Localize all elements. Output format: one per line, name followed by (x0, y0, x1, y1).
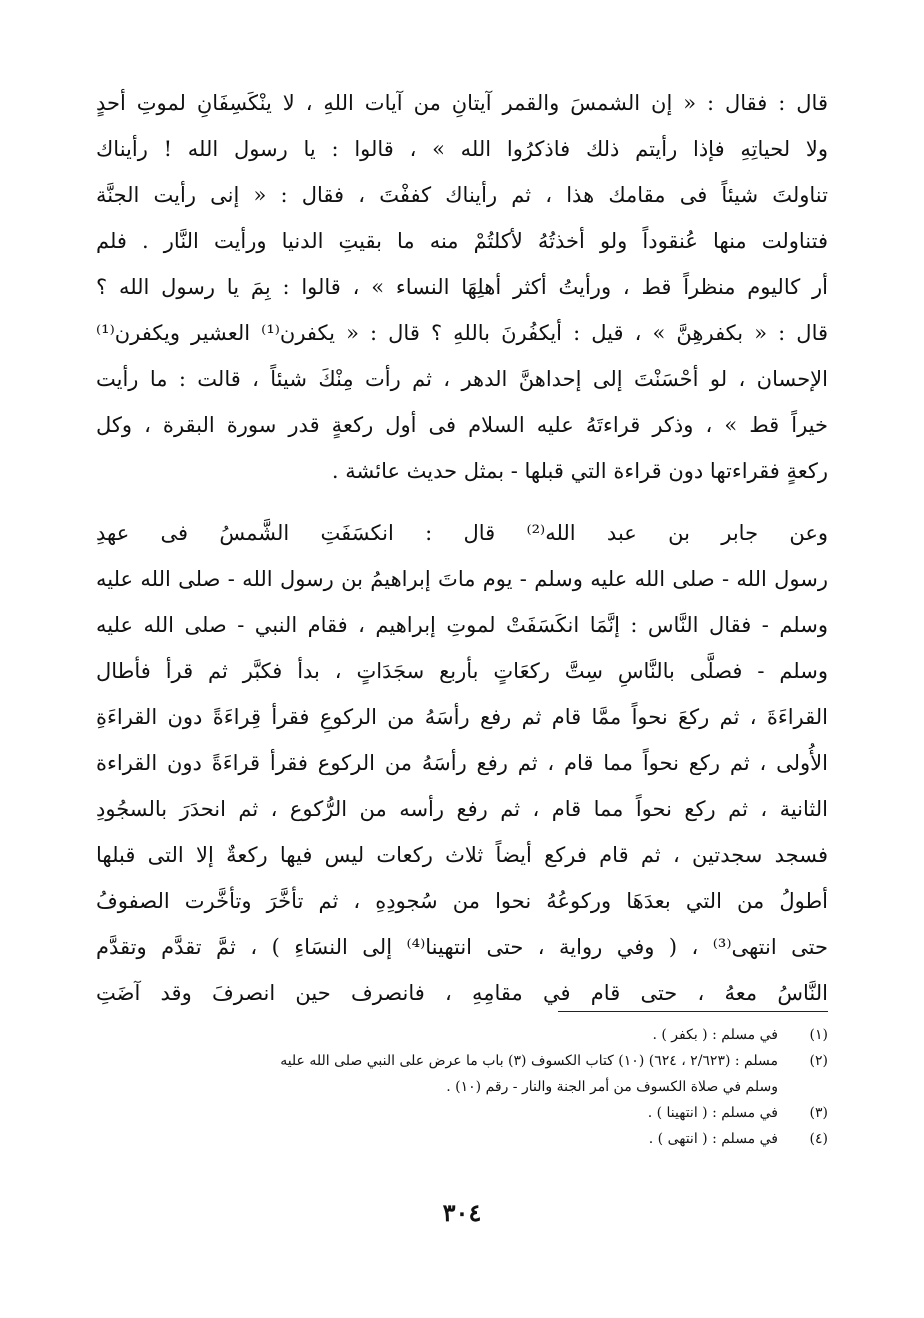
footnote-number: (٤) (809, 1131, 828, 1147)
text-line: أطولُ من التي بعدَهَا وركوعُهُ نحوا من سُجودِهِ ، ثم تأخَّرَ وتأخَّرت الصفوفُ (96, 889, 828, 913)
text-line: النَّاسُ معهُ ، حتى قام في مقامِهِ ، فانصرف حين انصرفَ وقد آضَتِ (96, 981, 828, 1005)
text-line: الثانية ، ثم ركع نحواً مما قام ، ثم رفع رأسه من الرُّكوع ، ثم انحدَرَ بالسجُودِ (96, 797, 828, 821)
text-line: وسلم - فصلَّى بالنَّاسِ سِتَّ ركعَاتٍ بأربع سجَدَاتٍ ، بدأ فكبَّر ثم قرأ فأطال (96, 659, 828, 683)
footnote-line: في مسلم : ( انتهينا ) . (647, 1105, 778, 1121)
text-line: وسلم - فقال النَّاس : إنَّمَا انكَسَفَتْ لموتِ إبراهيم ، فقام النبي - صلى الله عليه (96, 613, 828, 637)
footnote-3 (96, 1100, 828, 1126)
footnote-line: وسلم في صلاة الكسوف من أمر الجنة والنار - رقم (١٠) . (446, 1079, 778, 1095)
footnote-line: في مسلم : ( انتهى ) . (648, 1131, 778, 1147)
page-number: ٣٠٤ (442, 1198, 482, 1227)
paragraph-1 (96, 80, 828, 494)
footnotes (96, 1022, 828, 1152)
footnote-text (96, 1048, 778, 1100)
text-line: رسول الله - صلى الله عليه وسلم - يوم ماتَ إبراهيمُ بن رسول الله - صلى الله عليه (96, 567, 828, 591)
text-line: أر كاليوم منظراً قط ، ورأيتُ أكثر أهلِهَا النساء » ، قالوا : بِمَ يا رسول الله ؟ (96, 275, 828, 299)
footnote-1 (96, 1022, 828, 1048)
footnote-number: (١) (809, 1027, 828, 1043)
text-line: فسجد سجدتين ، ثم قام فركع أيضاً ثلاث ركعات ليس فيها ركعةٌ إلا التى قبلها (96, 843, 828, 867)
footnote-line: مسلم : (٢/٦٢٣ ، ٦٢٤) (١٠) كتاب الكسوف (٣) باب ما عرض على النبي صلى الله عليه (280, 1053, 778, 1069)
text-line: فتناولت منها عُنقوداً ولو أخذتُهُ لأكلتُمْ منه ما بقيتِ الدنيا ورأيت النَّار . فلم (96, 229, 828, 253)
text-line: قال : فقال : « إن الشمسَ والقمر آيتانِ من آيات اللهِ ، لا ينْكَسِفَانِ لموتِ أحدٍ (96, 91, 828, 115)
footnote-text (96, 1022, 778, 1048)
text-line: قال : « بكفرهِنَّ » ، قيل : أيكفُرنَ باللهِ ؟ قال : « يكفرن⁽¹⁾ العشير ويكفرن⁽¹⁾ (96, 321, 828, 345)
text-line: ولا لحياتِهِ فإذا رأيتم ذلك فاذكرُوا الله » ، قالوا : يا رسول الله ! رأيناك (96, 137, 828, 161)
footnote-line: في مسلم : ( بكفر ) . (652, 1027, 778, 1043)
text-line: الإحسان ، لو أحْسَنْتَ إلى إحداهنَّ الدهر ، ثم رأت مِنْكَ شيئاً ، قالت : ما رأيت (96, 367, 828, 391)
text-line: حتى انتهى⁽³⁾ ، ( وفي رواية ، حتى انتهينا⁽⁴⁾ إلى النسَاءِ ) ، ثمَّ تقدَّم وتقدَّم (96, 935, 828, 959)
main-text (96, 80, 828, 1016)
paragraph-2 (96, 510, 828, 1016)
footnote-divider (558, 1011, 828, 1012)
footnote-4 (96, 1126, 828, 1152)
footnote-2 (96, 1048, 828, 1100)
text-line: الأُولى ، ثم ركع نحواً مما قام ، ثم رفع رأسَهُ من الركوع فقرأ قراءَةً دون القراءة (96, 751, 828, 775)
footnote-number: (٣) (809, 1105, 828, 1121)
text-line: القراءَةَ ، ثم ركعَ نحواً ممَّا قام ثم رفع رأسَهُ من الركوعِ فقرأ قِراءَةً دون القراءَةِ (96, 705, 828, 729)
text-line: تناولتَ شيئاً فى مقامك هذا ، ثم رأيناك كففْتَ ، فقال : « إنى رأيت الجنَّة (96, 183, 828, 207)
footnote-text (96, 1126, 778, 1152)
text-line: وعن جابر بن عبد الله⁽²⁾ قال : انكسَفَتِ الشَّمسُ فى عهدِ (96, 521, 828, 545)
text-line: خيراً قط » ، وذكر قراءتَهُ عليه السلام فى أول ركعةٍ قدر سورة البقرة ، وكل (96, 413, 828, 437)
footnote-text (96, 1100, 778, 1126)
text-line: ركعةٍ فقراءتها دون قراءة التي قبلها - بمثل حديث عائشة . (331, 459, 828, 483)
footnote-number: (٢) (809, 1053, 828, 1069)
